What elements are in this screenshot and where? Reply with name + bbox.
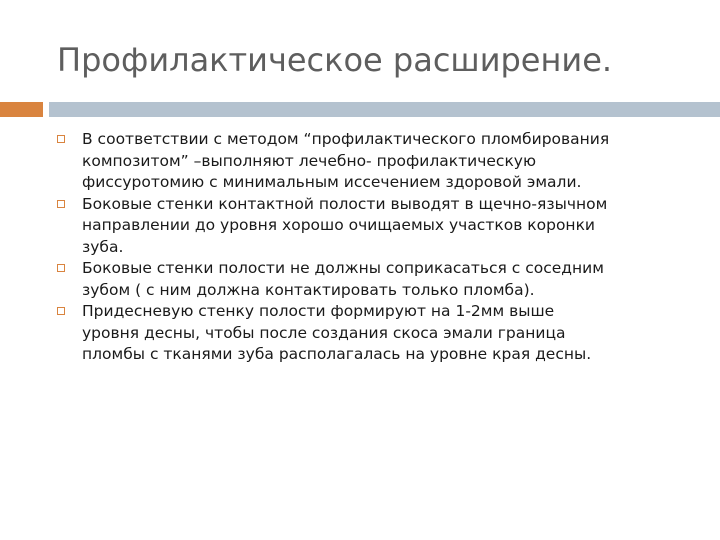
bullet-item [55,301,695,366]
bullet-line: уровня десны, чтобы после создания скоса эмали граница [82,323,566,342]
bullet-line: В соответствии с методом “профилактического пломбирования [82,130,610,148]
bullet-line: пломбы с тканями зуба располагалась на уровне края десны. [82,345,592,363]
bullet-line: фиссуротомию с минимальным иссечением здоровой эмали. [82,173,582,191]
bullet-line: композитом” –выполняют лечебно- профилактическую [82,151,537,170]
square-bullet-icon [57,200,65,208]
bullet-line: Придесневую стенку полости формируют на 1-2мм выше [82,302,555,320]
bullet-list [55,129,695,366]
square-bullet-icon [57,264,65,272]
slide-title: Профилактическое расширение. [57,41,613,79]
square-bullet-icon [57,135,65,143]
bullet-item [55,194,695,259]
bullet-line: зубом ( с ним должна контактировать только пломба). [82,280,535,299]
bullet-line: зуба. [82,237,124,256]
bullet-line: направлении до уровня хорошо очищаемых участков коронки [82,216,596,234]
bullet-line: Боковые стенки полости не должны соприкасаться с соседним [82,259,604,277]
title-rule [49,102,720,117]
accent-bar [0,102,43,117]
bullet-item [55,129,695,194]
bullet-item [55,258,695,301]
bullet-line: Боковые стенки контактной полости выводят в щечно-язычном [82,194,608,213]
square-bullet-icon [57,307,65,315]
